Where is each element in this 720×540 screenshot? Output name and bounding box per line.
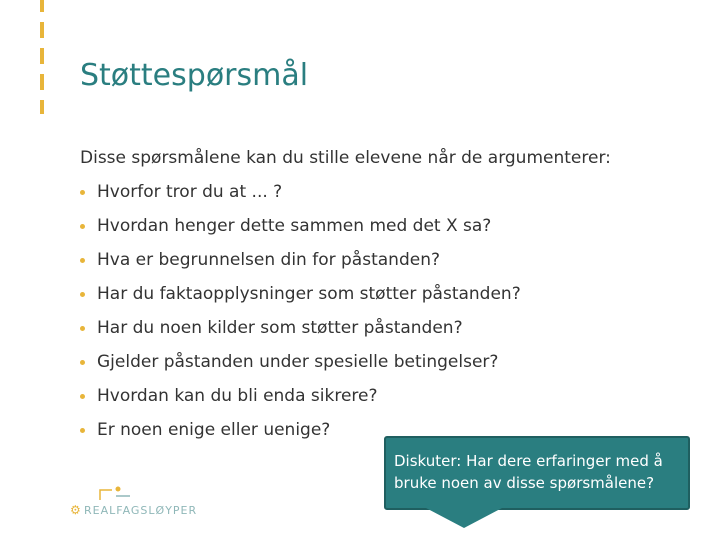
- logo: [70, 486, 200, 526]
- intro-text: Disse spørsmålene kan du stille elevene når de argumenterer:: [80, 148, 611, 168]
- logo-text: REALFAGSLØYPER: [84, 504, 198, 517]
- accent-dash: [40, 74, 44, 90]
- list-item-text: Har du noen kilder som støtter påstanden?: [97, 318, 463, 338]
- question-list: [80, 180, 521, 452]
- list-item-text: Gjelder påstanden under spesielle betingelser?: [97, 352, 499, 372]
- accent-dash: [40, 0, 44, 12]
- bullet-dot: [80, 224, 85, 229]
- list-item-text: Er noen enige eller uenige?: [97, 420, 331, 440]
- list-item-text: Hvorfor tror du at ... ?: [97, 182, 283, 202]
- bullet-dot: [80, 292, 85, 297]
- bullet-dot: [80, 190, 85, 195]
- bullet-dot: [80, 258, 85, 263]
- list-item: [80, 282, 521, 316]
- bullet-dot: [80, 360, 85, 365]
- bullet-dot: [80, 326, 85, 331]
- list-item-text: Hva er begrunnelsen din for påstanden?: [97, 250, 440, 270]
- list-item-text: Har du faktaopplysninger som støtter påstanden?: [97, 284, 521, 304]
- list-item: [80, 180, 521, 214]
- slide-title: Støttespørsmål: [80, 58, 309, 93]
- accent-dash: [40, 100, 44, 114]
- callout-text: Diskuter: Har dere erfaringer med å bruke noen av disse spørsmålene?: [394, 452, 663, 492]
- list-item-text: Hvordan henger dette sammen med det X sa?: [97, 216, 492, 236]
- bullet-dot: [80, 428, 85, 433]
- bullet-dot: [80, 394, 85, 399]
- list-item: [80, 214, 521, 248]
- callout-tail: [426, 508, 502, 528]
- accent-dash: [40, 22, 44, 38]
- accent-dash: [40, 48, 44, 64]
- gear-icon: ⚙: [70, 503, 81, 517]
- list-item: [80, 384, 521, 418]
- list-item: [80, 350, 521, 384]
- list-item: [80, 316, 521, 350]
- list-item-text: Hvordan kan du bli enda sikrere?: [97, 386, 378, 406]
- discussion-callout: [384, 436, 690, 510]
- logo-mark-icon: [96, 486, 136, 502]
- list-item: [80, 248, 521, 282]
